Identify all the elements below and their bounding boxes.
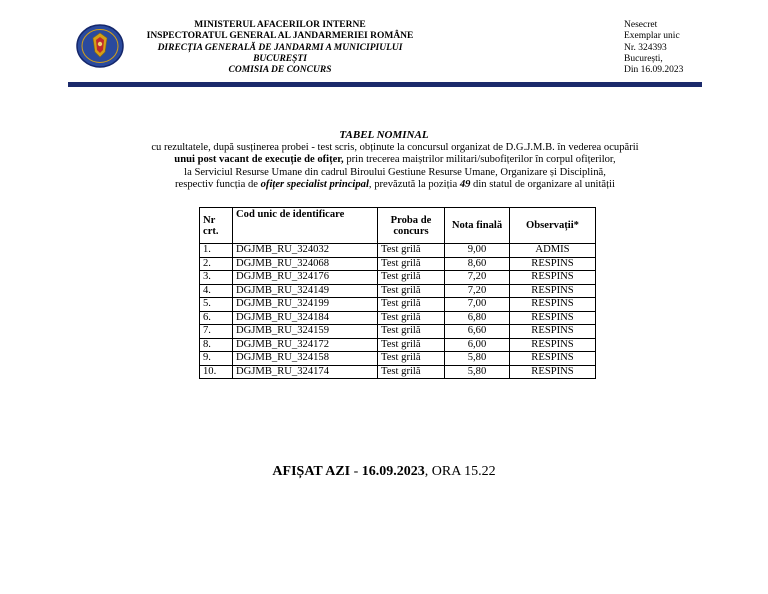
test-type: Test grilă [378,338,445,352]
result-status: RESPINS [510,352,596,366]
document-title: TABEL NOMINAL [339,129,429,141]
intro-line-3: la Serviciul Resurse Umane din cadrul Biroului Gestiune Resurse Umane, Organizare și Disciplină, [184,166,606,178]
registration-number: Nr. 324393 [624,42,667,53]
candidate-code: DGJMB_RU_324174 [233,365,378,379]
classification-level: Nesecret [624,20,658,30]
place: București, [624,53,663,64]
header-commission: COMISIA DE CONCURS [228,65,332,76]
final-grade: 7,00 [445,298,510,312]
intro-line-4: respectiv funcția de ofițer specialist principal, prevăzută la poziția 49 din statul de organizare al unității [175,178,615,190]
posted-label: AFIȘAT AZI [272,464,351,479]
final-grade: 5,80 [445,352,510,366]
candidate-code: DGJMB_RU_324068 [233,257,378,271]
test-type: Test grilă [378,244,445,258]
classification-block [624,20,683,76]
row-number: 10. [200,365,233,379]
final-grade: 7,20 [445,271,510,285]
intro-paragraph [100,142,690,191]
col-header-grade: Nota finală [445,208,510,244]
row-number: 8. [200,338,233,352]
results-table [199,207,596,379]
col-header-nr: Nr crt. [200,208,233,244]
result-status: ADMIS [510,244,596,258]
table-row [200,298,596,312]
table-header-row [200,208,596,244]
table-row [200,352,596,366]
result-status: RESPINS [510,338,596,352]
row-number: 4. [200,284,233,298]
table-row [200,365,596,379]
final-grade: 6,80 [445,311,510,325]
test-type: Test grilă [378,311,445,325]
candidate-code: DGJMB_RU_324159 [233,325,378,339]
table-row [200,325,596,339]
final-grade: 6,60 [445,325,510,339]
result-status: RESPINS [510,271,596,285]
row-number: 6. [200,311,233,325]
col-header-remarks: Observații* [510,208,596,244]
table-row [200,257,596,271]
test-type: Test grilă [378,257,445,271]
posting-notice: AFIȘAT AZI - 16.09.2023, ORA 15.22 [272,464,496,479]
table-row [200,271,596,285]
result-status: RESPINS [510,325,596,339]
test-type: Test grilă [378,365,445,379]
final-grade: 6,00 [445,338,510,352]
row-number: 7. [200,325,233,339]
copy-note: Exemplar unic [624,31,680,42]
result-status: RESPINS [510,284,596,298]
candidate-code: DGJMB_RU_324158 [233,352,378,366]
row-number: 2. [200,257,233,271]
final-grade: 9,00 [445,244,510,258]
posted-time: , ORA 15.22 [424,464,496,479]
intro-line-1: cu rezultatele, după susținerea probei - test scris, obținute la concursul organizat de D.G.J.M.B. în vederea ocupării [151,142,639,153]
row-number: 5. [200,298,233,312]
result-status: RESPINS [510,298,596,312]
result-status: RESPINS [510,257,596,271]
intro-line-2: unui post vacant de execuție de ofițer, prin trecerea maiștrilor militari/subofițerilor în corpul ofițerilor, [174,154,616,166]
table-row [200,338,596,352]
candidate-code: DGJMB_RU_324032 [233,244,378,258]
test-type: Test grilă [378,352,445,366]
test-type: Test grilă [378,284,445,298]
result-status: RESPINS [510,365,596,379]
row-number: 1. [200,244,233,258]
result-status: RESPINS [510,311,596,325]
table-row [200,284,596,298]
candidate-code: DGJMB_RU_324149 [233,284,378,298]
header-ministry: MINISTERUL AFACERILOR INTERNE [194,20,366,30]
col-header-test: Proba de concurs [378,208,445,244]
row-number: 3. [200,271,233,285]
header-inspectorate: INSPECTORATUL GENERAL AL JANDARMERIEI ROMÂNE [146,31,414,42]
candidate-code: DGJMB_RU_324172 [233,338,378,352]
posted-date: 16.09.2023 [361,464,425,479]
table-row [200,311,596,325]
test-type: Test grilă [378,325,445,339]
header-divider [68,82,702,87]
test-type: Test grilă [378,298,445,312]
candidate-code: DGJMB_RU_324184 [233,311,378,325]
test-type: Test grilă [378,271,445,285]
candidate-code: DGJMB_RU_324199 [233,298,378,312]
candidate-code: DGJMB_RU_324176 [233,271,378,285]
final-grade: 8,60 [445,257,510,271]
table-row [200,244,596,258]
row-number: 9. [200,352,233,366]
document-date: Din 16.09.2023 [624,65,684,76]
header-city: BUCUREȘTI [253,53,307,64]
final-grade: 5,80 [445,365,510,379]
final-grade: 7,20 [445,284,510,298]
gendarmerie-emblem-icon [76,24,124,68]
institution-header [130,20,430,76]
col-header-code: Cod unic de identificare [233,208,378,244]
header-directorate: DIRECȚIA GENERALĂ DE JANDARMI A MUNICIPIULUI [157,42,403,53]
